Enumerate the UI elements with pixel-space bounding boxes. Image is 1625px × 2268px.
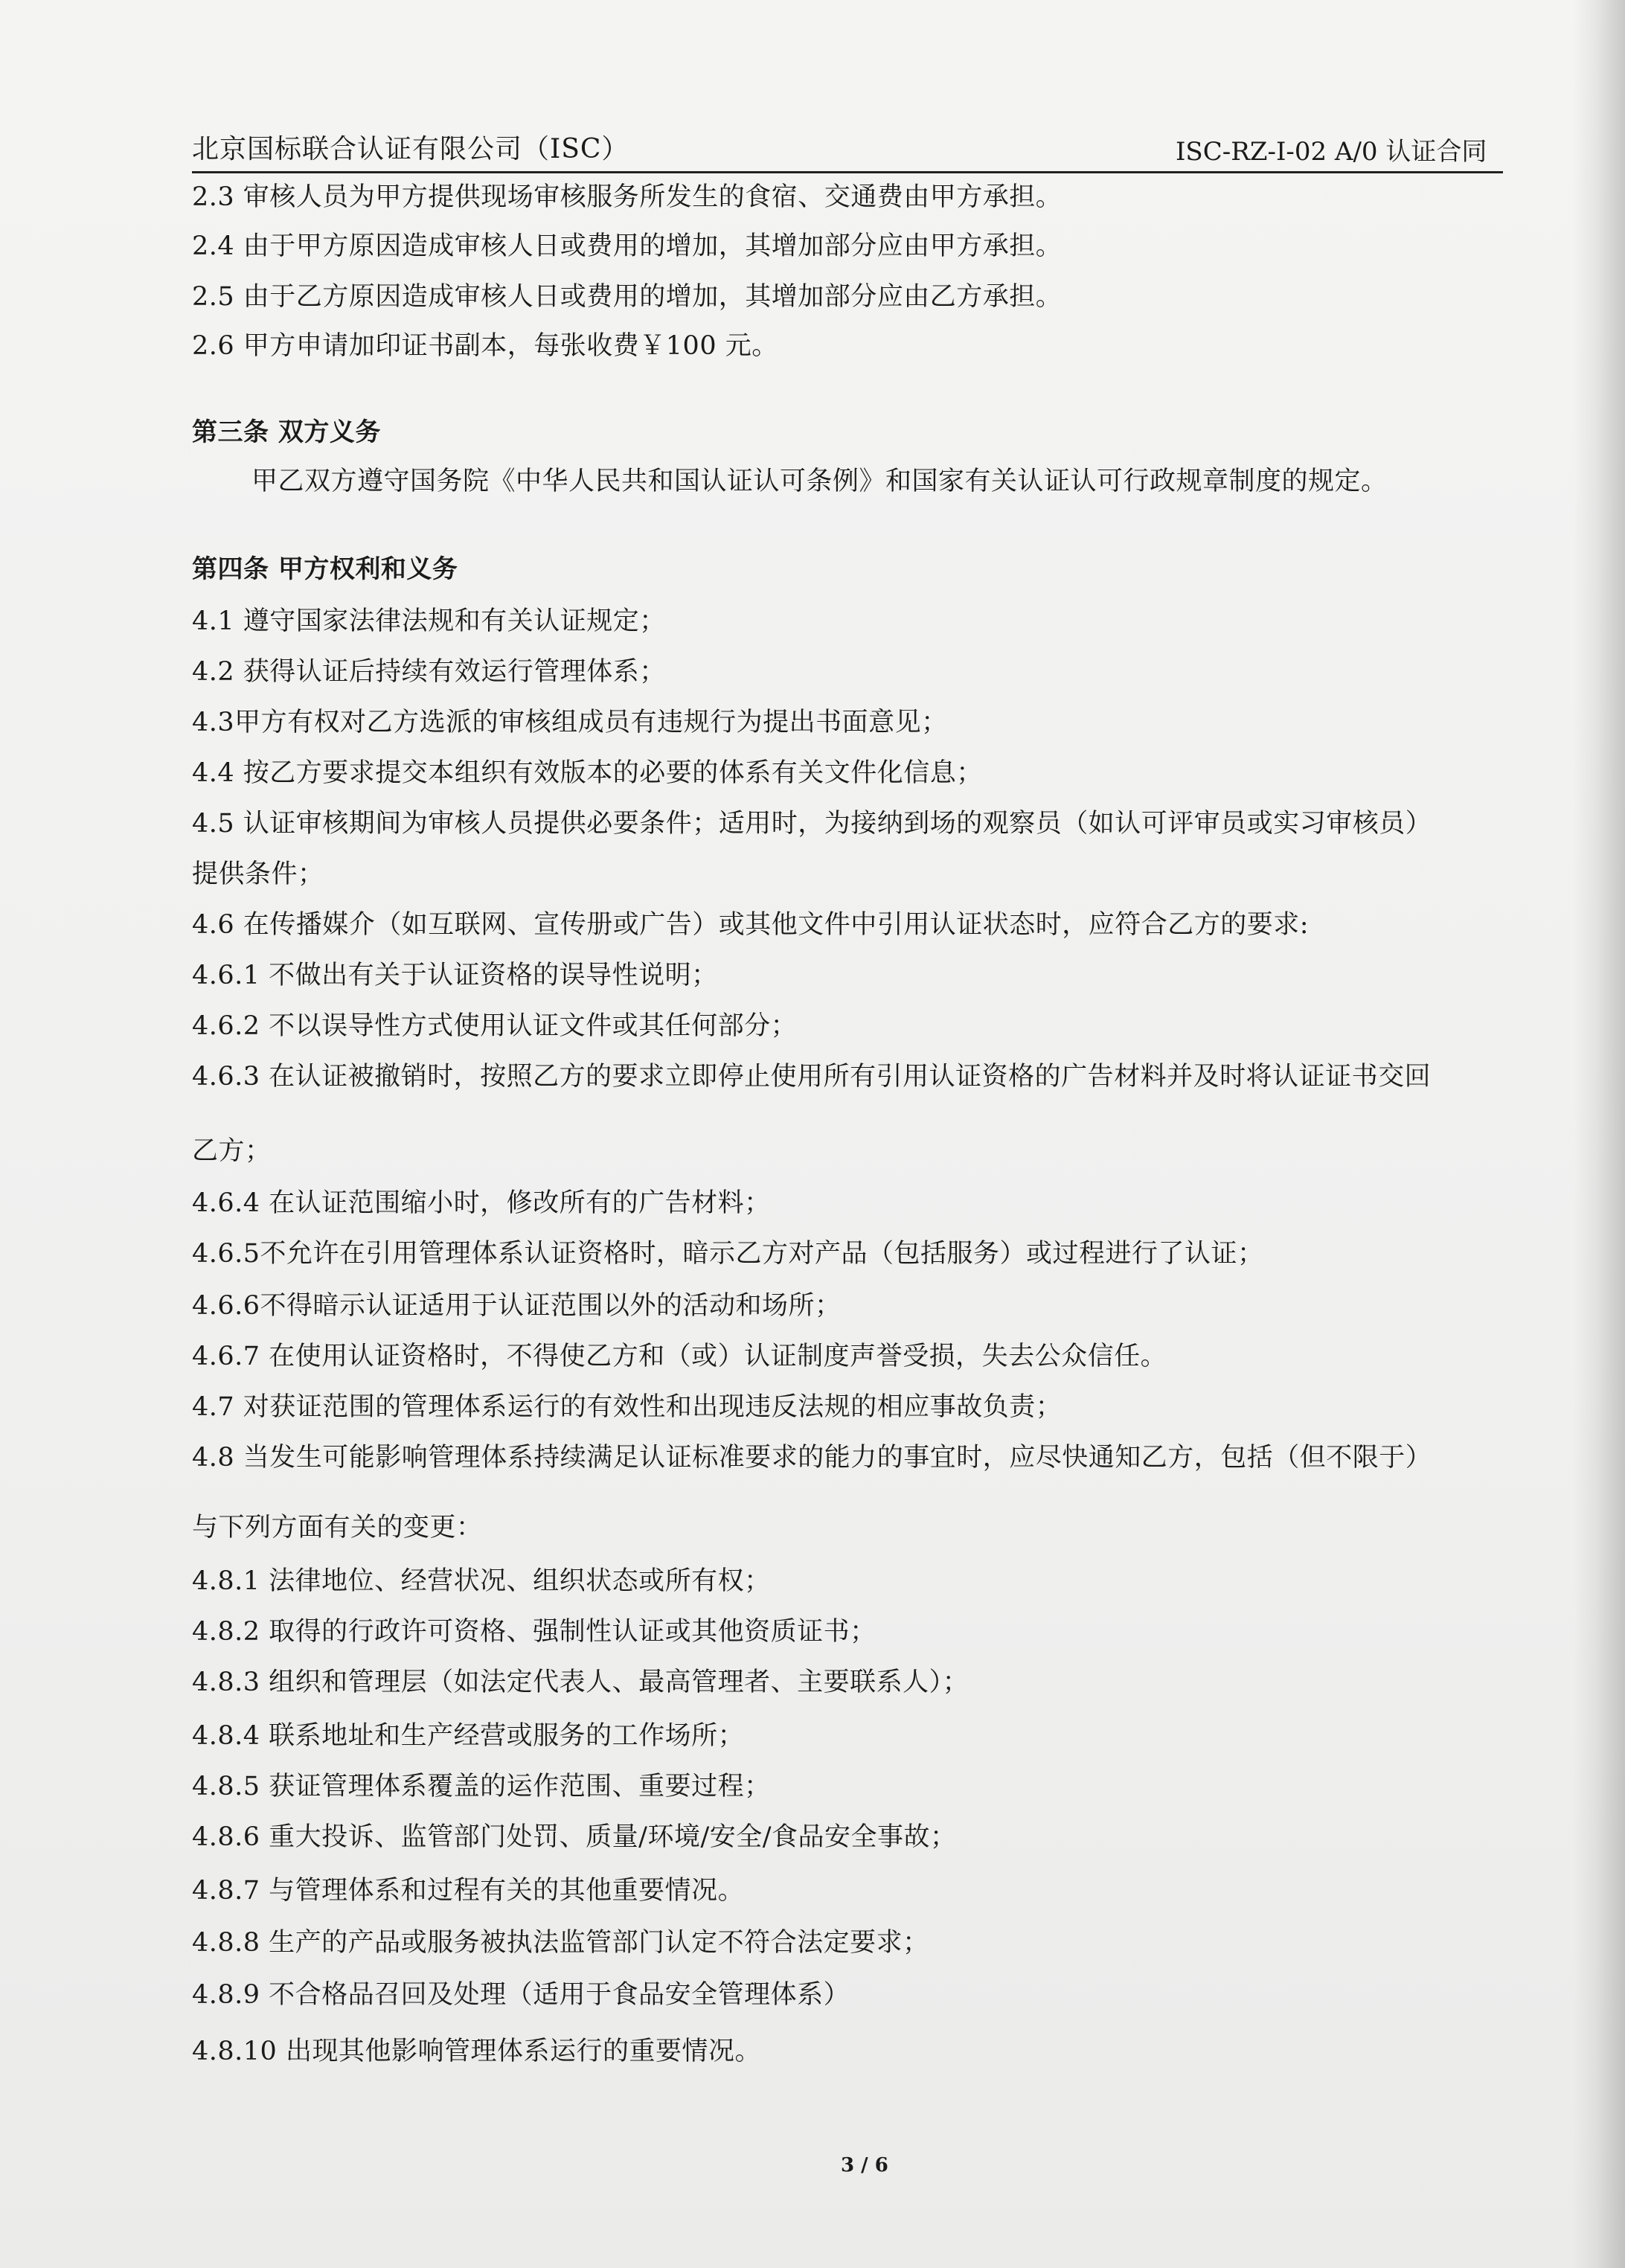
article-3-heading: 第三条 双方义务 <box>192 417 381 447</box>
clause-2-3: 2.3 审核人员为甲方提供现场审核服务所发生的食宿、交通费由甲方承担。 <box>192 182 1062 212</box>
clause-4-8-10: 4.8.10 出现其他影响管理体系运行的重要情况。 <box>192 2037 761 2066</box>
clause-4-6-2: 4.6.2 不以误导性方式使用认证文件或其任何部分； <box>192 1011 798 1041</box>
clause-4-8: 4.8 当发生可能影响管理体系持续满足认证标准要求的能力的事宜时，应尽快通知乙方，包括（但不限于） <box>192 1443 1432 1473</box>
clause-2-5: 2.5 由于乙方原因造成审核人日或费用的增加，其增加部分应由乙方承担。 <box>192 282 1062 312</box>
clause-4-2: 4.2 获得认证后持续有效运行管理体系； <box>192 657 666 687</box>
page-number: 3 / 6 <box>841 2154 888 2176</box>
clause-4-5: 4.5 认证审核期间为审核人员提供必要条件；适用时，为接纳到场的观察员（如认可评审员或实习审核员） <box>192 809 1432 839</box>
clause-4-7: 4.7 对获证范围的管理体系运行的有效性和出现违反法规的相应事故负责； <box>192 1392 1062 1422</box>
clause-4-8-8: 4.8.8 生产的产品或服务被执法监管部门认定不符合法定要求； <box>192 1928 929 1958</box>
clause-4-6: 4.6 在传播媒介（如互联网、宣传册或广告）或其他文件中引用认证状态时，应符合乙方的要求: <box>192 910 1310 940</box>
clause-2-6: 2.6 甲方申请加印证书副本，每张收费￥100 元。 <box>192 331 778 361</box>
clause-4-6-4: 4.6.4 在认证范围缩小时，修改所有的广告材料； <box>192 1188 771 1218</box>
clause-4-8-3: 4.8.3 组织和管理层（如法定代表人、最高管理者、主要联系人）； <box>192 1668 969 1697</box>
clause-4-8-7: 4.8.7 与管理体系和过程有关的其他重要情况。 <box>192 1876 745 1906</box>
clause-4-4: 4.4 按乙方要求提交本组织有效版本的必要的体系有关文件化信息； <box>192 758 983 788</box>
article-4-heading: 第四条 甲方权利和义务 <box>192 554 458 584</box>
clause-4-6-1: 4.6.1 不做出有关于认证资格的误导性说明； <box>192 961 718 990</box>
clause-4-8-6: 4.8.6 重大投诉、监管部门处罚、质量/环境/安全/食品安全事故； <box>192 1822 957 1852</box>
clause-4-5-cont: 提供条件； <box>192 859 324 889</box>
header-company-name: 北京国标联合认证有限公司（ISC） <box>192 134 629 164</box>
page-edge-shadow <box>1573 0 1625 2268</box>
header-document-code: ISC-RZ-I-02 A/0 认证合同 <box>1176 137 1487 167</box>
clause-4-6-7: 4.6.7 在使用认证资格时，不得使乙方和（或）认证制度声誉受损，失去公众信任。 <box>192 1342 1167 1371</box>
clause-4-6-3: 4.6.3 在认证被撤销时，按照乙方的要求立即停止使用所有引用认证资格的广告材料并及时将认证证书交回 <box>192 1062 1432 1092</box>
clause-4-6-5: 4.6.5不允许在引用管理体系认证资格时，暗示乙方对产品（包括服务）或过程进行了认证； <box>192 1239 1264 1269</box>
clause-4-6-3-cont: 乙方； <box>192 1136 272 1166</box>
clause-4-8-5: 4.8.5 获证管理体系覆盖的运作范围、重要过程； <box>192 1772 771 1801</box>
clause-4-8-cont: 与下列方面有关的变更： <box>192 1513 483 1543</box>
clause-4-1: 4.1 遵守国家法律法规和有关认证规定； <box>192 606 666 636</box>
article-3-body: 甲乙双方遵守国务院《中华人民共和国认证认可条例》和国家有关认证认可行政规章制度的规定。 <box>251 467 1388 496</box>
clause-4-8-2: 4.8.2 取得的行政许可资格、强制性认证或其他资质证书； <box>192 1617 876 1647</box>
clause-4-8-9: 4.8.9 不合格品召回及处理（适用于食品安全管理体系） <box>192 1980 850 2010</box>
clause-4-8-1: 4.8.1 法律地位、经营状况、组织状态或所有权； <box>192 1566 771 1596</box>
clause-4-3: 4.3甲方有权对乙方选派的审核组成员有违规行为提出书面意见； <box>192 708 948 737</box>
clause-2-4: 2.4 由于甲方原因造成审核人日或费用的增加，其增加部分应由甲方承担。 <box>192 231 1062 261</box>
clause-4-6-6: 4.6.6不得暗示认证适用于认证范围以外的活动和场所； <box>192 1291 842 1321</box>
clause-4-8-4: 4.8.4 联系地址和生产经营或服务的工作场所； <box>192 1721 745 1751</box>
header-divider <box>192 171 1503 173</box>
